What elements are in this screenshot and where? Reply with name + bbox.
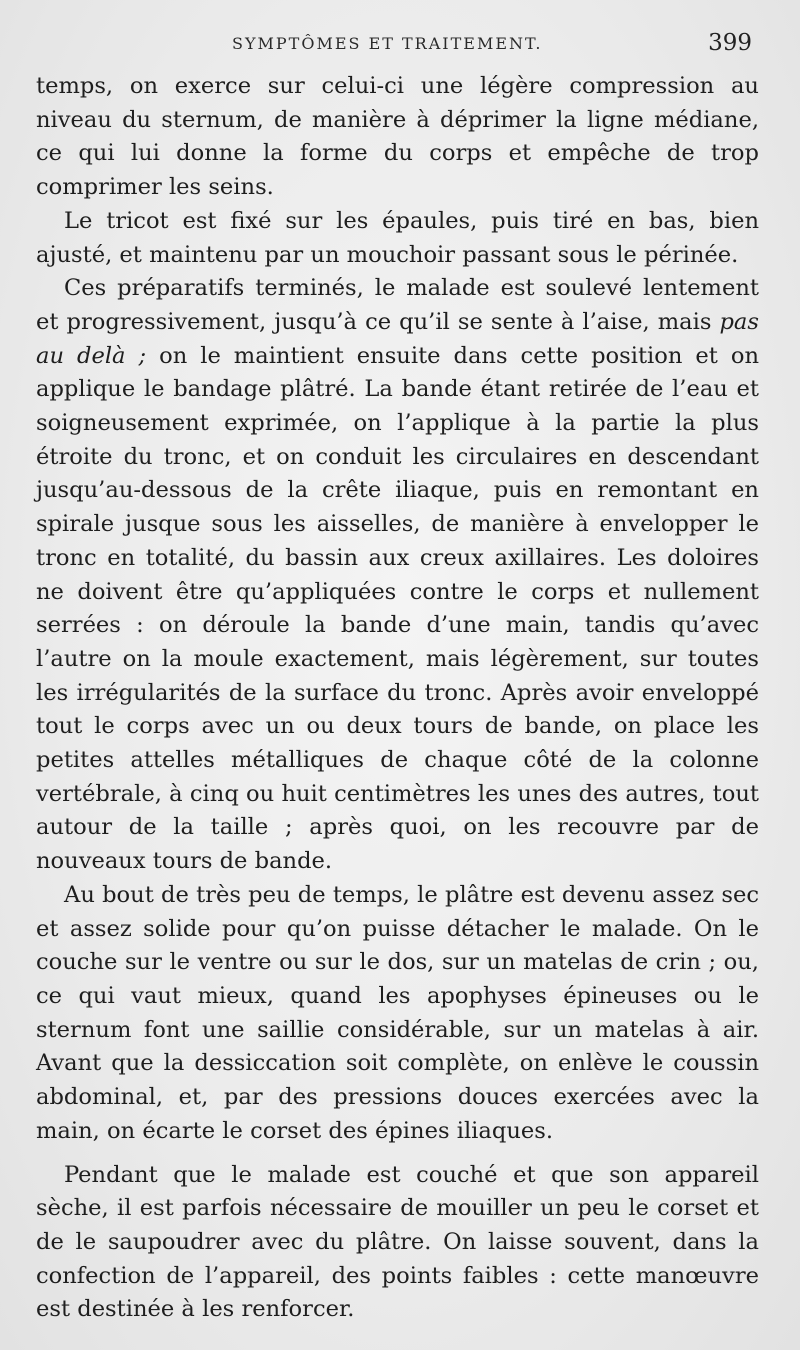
page-number: 399 — [708, 30, 752, 56]
paragraph-preparatifs-start: Ces préparatifs terminés, le malade est soulevé lentement et progressivement, jusqu’à ce qu’il se sente à l’aise, mais — [36, 275, 759, 335]
body-text — [36, 70, 759, 1327]
paragraph-appareil-seche: Pendant que le malade est couché et que son appareil sèche, il est parfois nécessaire de mouiller un peu le corset et de le saupoudrer avec du plâtre. On laisse souvent, dans la confection de l’appareil, des points faibles : cette manœuvre est destinée à les renforcer. — [36, 1161, 759, 1323]
paragraph-preparatifs — [36, 272, 759, 879]
italic-phrase: pas au delà ; — [36, 308, 759, 369]
paragraph-preparatifs-rest: on le maintient ensuite dans cette position et on applique le bandage plâtré. La bande étant retirée de l’eau et soigneusement exprimée, on l’applique à la partie la plus étroite du tronc, et on conduit les circulaires en descendant jusqu’au-dessous de la crête iliaque, puis en remontant en spirale jusque sous les aisselles, de manière à envelopper le tronc en totalité, du bassin aux creux axillaires. Les doloires ne doivent être qu’appliquées contre le corps et nullement serrées : on déroule la bande d’une main, tandis qu’avec l’autre on la moule exactement, mais légèrement, sur toutes les irrégularités de la surface du tronc. Après avoir enveloppé tout le corps avec un ou deux tours de bande, on place les petites attelles métalliques de chaque côté de la colonne vertébrale, à cinq ou huit centimètres les unes des autres, tout autour de la taille ; après quoi, on les recouvre par de nouveaux tours de bande. — [36, 342, 759, 875]
paragraph-platre-sec: Au bout de très peu de temps, le plâtre est devenu assez sec et assez solide pour qu’on puisse détacher le malade. On le couche sur le ventre ou sur le dos, sur un matelas de crin ; ou, ce qui vaut mieux, quand les apophyses épineuses ou le sternum font une saillie considérable, sur un matelas à air. Avant que la dessiccation soit complète, on enlève le coussin abdominal, et, par des pressions douces exercées avec la main, on écarte le corset des épines iliaques. — [36, 881, 759, 1144]
running-head: SYMPTÔMES ET TRAITEMENT. — [232, 34, 543, 53]
paragraph-continuation: temps, on exerce sur celui-ci une légère compression au niveau du sternum, de manière à déprimer la ligne médiane, ce qui lui donne la forme du corps et empêche de trop comprimer les seins. — [36, 73, 759, 201]
paragraph-tricot: Le tricot est fixé sur les épaules, puis tiré en bas, bien ajusté, et maintenu par un mouchoir passant sous le périnée. — [36, 207, 759, 268]
